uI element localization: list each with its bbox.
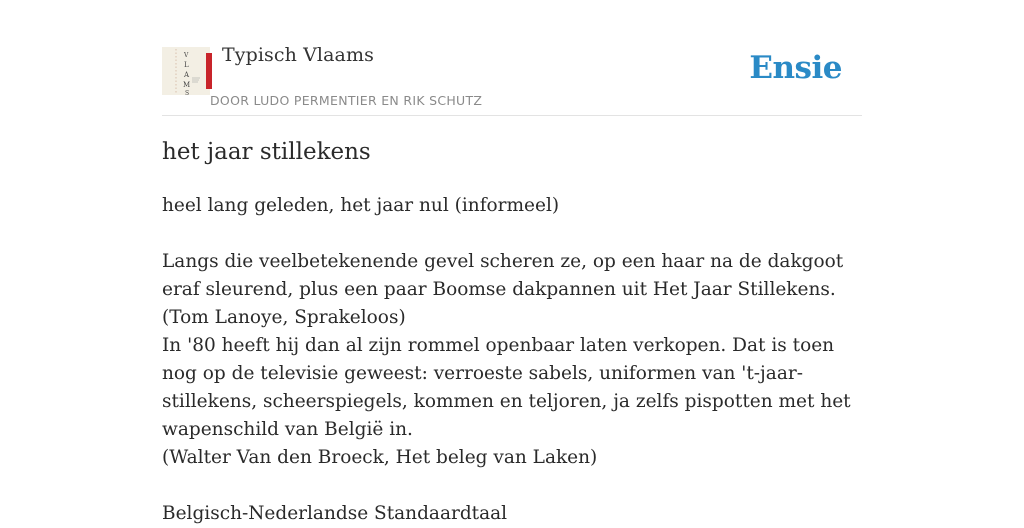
quote-text: Langs die veelbetekenende gevel scheren ze, op een haar na de dakgoot eraf sleurend, plus een paar Boomse dakpannen uit Het Jaar Stillekens. bbox=[162, 251, 844, 300]
svg-text:S: S bbox=[185, 90, 190, 97]
quote-source: (Tom Lanoye, Sprakeloos) bbox=[162, 307, 406, 328]
entry-content bbox=[162, 192, 862, 528]
spacer bbox=[162, 220, 862, 248]
entry-title: het jaar stillekens bbox=[162, 139, 371, 165]
svg-text:V: V bbox=[184, 52, 189, 59]
quote-source: (Walter Van den Broeck, Het beleg van Laken) bbox=[162, 447, 598, 468]
header bbox=[162, 0, 862, 116]
ensie-logo[interactable]: Ensie bbox=[749, 50, 842, 86]
spacer bbox=[162, 472, 862, 500]
language-note: Belgisch-Nederlandse Standaardtaal bbox=[162, 503, 508, 524]
quote-text: In '80 heeft hij dan al zijn rommel openbaar laten verkopen. Dat is toen nog op de televisie geweest: verroeste sabels, uniformen van 't-jaar-stillekens, scheerspiegels, kommen en teljoren, ja zelfs pispotten met het wapenschild van België in. bbox=[162, 335, 851, 440]
svg-text:M: M bbox=[183, 81, 191, 89]
book-cover-logo-icon[interactable] bbox=[162, 47, 210, 95]
author-byline: DOOR LUDO PERMENTIER EN RIK SCHUTZ bbox=[210, 93, 483, 108]
entry-definition: heel lang geleden, het jaar nul (informeel) bbox=[162, 195, 560, 216]
svg-text:L: L bbox=[184, 61, 189, 69]
book-title[interactable]: Typisch Vlaams bbox=[222, 44, 374, 66]
svg-text:A: A bbox=[184, 71, 190, 79]
page bbox=[162, 0, 862, 524]
